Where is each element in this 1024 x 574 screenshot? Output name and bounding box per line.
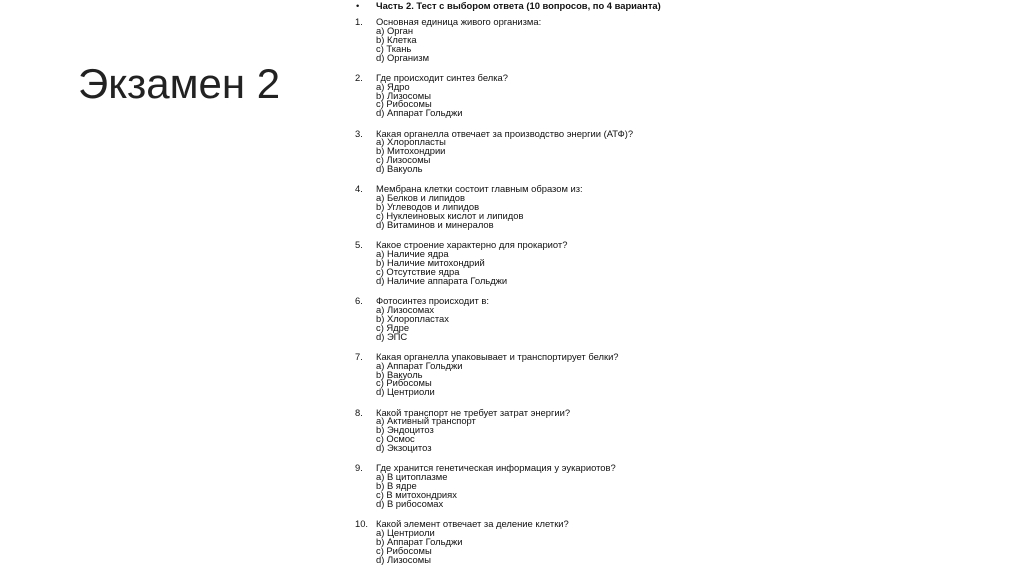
option-a: a) Ядро bbox=[376, 80, 410, 92]
question-5 bbox=[355, 241, 775, 285]
bullet-icon: • bbox=[356, 0, 360, 11]
question-3 bbox=[355, 127, 775, 175]
option-a: a) Орган bbox=[376, 24, 414, 36]
option-b: b) Углеводов и липидов bbox=[376, 201, 480, 213]
question-number: 1. bbox=[355, 16, 363, 27]
question-number: 10. bbox=[355, 518, 369, 530]
question-number: 7. bbox=[355, 350, 363, 362]
option-d: d) ЭПС bbox=[376, 330, 408, 342]
option-b: b) Аппарат Гольджи bbox=[376, 535, 463, 547]
option-c: c) Осмос bbox=[376, 433, 415, 445]
option-b: b) Хлоропластах bbox=[376, 312, 449, 324]
question-2 bbox=[355, 71, 775, 119]
option-d: d) Экзоцитоз bbox=[376, 442, 432, 454]
option-d: d) Вакуоль bbox=[376, 163, 423, 175]
option-b: b) Эндоцитоз bbox=[376, 424, 434, 436]
question-8 bbox=[355, 406, 775, 454]
option-d: d) Витаминов и минералов bbox=[376, 218, 494, 230]
question-list bbox=[355, 0, 775, 564]
question-9 bbox=[355, 464, 775, 508]
slide-title: Экзамен 2 bbox=[78, 60, 281, 107]
option-a: a) Аппарат Гольджи bbox=[376, 359, 463, 371]
question-1 bbox=[355, 18, 775, 62]
question-7 bbox=[355, 350, 775, 398]
option-c: c) Ткань bbox=[376, 42, 412, 54]
option-d: d) Аппарат Гольджи bbox=[376, 107, 463, 119]
option-a: a) В цитоплазме bbox=[376, 471, 448, 483]
option-b: b) Клетка bbox=[376, 33, 417, 45]
option-a: a) Активный транспорт bbox=[376, 415, 476, 427]
option-d: d) Центриоли bbox=[376, 386, 435, 398]
question-number: 5. bbox=[355, 239, 363, 251]
question-text: Мембрана клетки состоит главным образом из: bbox=[376, 183, 583, 195]
option-d: d) В рибосомах bbox=[376, 497, 444, 509]
option-a: a) Белков и липидов bbox=[376, 192, 465, 204]
question-10 bbox=[355, 520, 775, 564]
section-heading-text: Часть 2. Тест с выбором ответа (10 вопросов, по 4 варианта) bbox=[376, 0, 661, 11]
question-number: 3. bbox=[355, 127, 363, 139]
question-text: Где хранится генетическая информация у эукариотов? bbox=[376, 462, 616, 474]
question-text: Где происходит синтез белка? bbox=[376, 71, 508, 83]
option-a: a) Лизосомах bbox=[376, 303, 435, 315]
question-number: 6. bbox=[355, 294, 363, 306]
option-c: c) Рибосомы bbox=[376, 544, 432, 556]
section-heading bbox=[355, 0, 775, 11]
option-b: b) В ядре bbox=[376, 480, 417, 492]
option-b: b) Наличие митохондрий bbox=[376, 256, 485, 268]
question-text: Какая органелла упаковывает и транспортирует белки? bbox=[376, 350, 619, 362]
option-c: c) Отсутствие ядра bbox=[376, 265, 460, 277]
option-c: c) Рибосомы bbox=[376, 98, 432, 110]
option-c: c) В митохондриях bbox=[376, 489, 457, 501]
option-a: a) Центриоли bbox=[376, 527, 435, 539]
question-number: 4. bbox=[355, 183, 363, 195]
option-d: d) Наличие аппарата Гольджи bbox=[376, 274, 508, 286]
option-d: d) Лизосомы bbox=[376, 553, 431, 565]
question-number: 2. bbox=[355, 71, 363, 83]
question-4 bbox=[355, 185, 775, 229]
option-b: b) Вакуоль bbox=[376, 368, 423, 380]
question-number: 8. bbox=[355, 406, 363, 418]
question-text: Какой транспорт не требует затрат энергии? bbox=[376, 406, 571, 418]
option-d: d) Организм bbox=[376, 51, 430, 63]
question-text: Какая органелла отвечает за производство энергии (АТФ)? bbox=[376, 127, 634, 139]
option-a: a) Хлоропласты bbox=[376, 136, 446, 148]
question-text: Основная единица живого организма: bbox=[376, 16, 542, 27]
option-c: c) Нуклеиновых кислот и липидов bbox=[376, 210, 524, 222]
question-text: Фотосинтез происходит в: bbox=[376, 294, 489, 306]
option-b: b) Митохондрии bbox=[376, 145, 446, 157]
option-a: a) Наличие ядра bbox=[376, 248, 449, 260]
question-text: Какой элемент отвечает за деление клетки? bbox=[376, 518, 569, 530]
question-number: 9. bbox=[355, 462, 363, 474]
question-text: Какое строение характерно для прокариот? bbox=[376, 239, 568, 251]
question-6 bbox=[355, 294, 775, 342]
option-c: c) Ядре bbox=[376, 321, 410, 333]
option-c: c) Лизосомы bbox=[376, 154, 431, 166]
option-b: b) Лизосомы bbox=[376, 89, 431, 101]
option-c: c) Рибосомы bbox=[376, 377, 432, 389]
